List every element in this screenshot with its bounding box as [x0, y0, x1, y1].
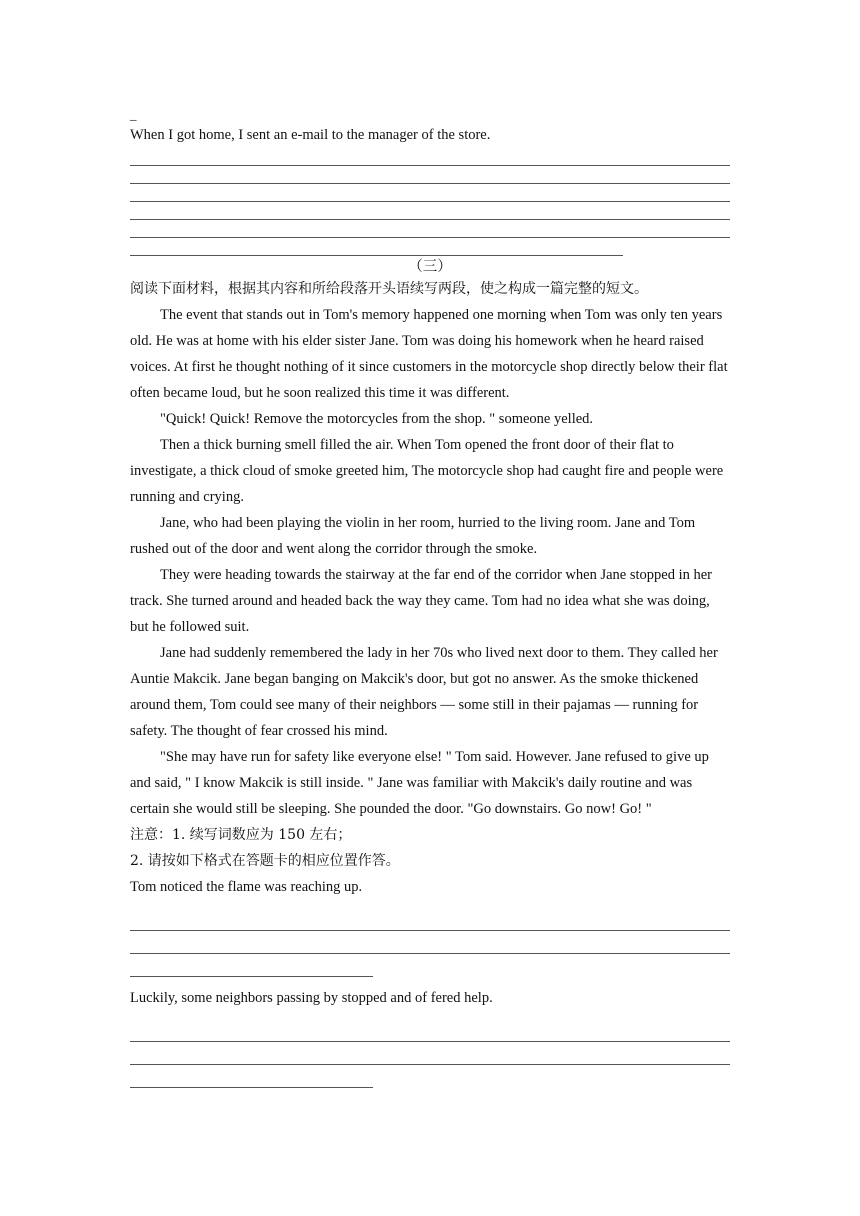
worksheet-page: [130, 108, 730, 1088]
answer-line: [130, 166, 730, 184]
instruction: 阅读下面材料，根据其内容和所给段落开头语续写两段，使之构成一篇完整的短文。: [130, 281, 648, 297]
answer-line: [130, 184, 730, 202]
paragraph: The event that stands out in Tom's memory happened one morning when Tom was only ten years old. He was at home with his elder sister Jane. Tom was doing his homework when he heard raised voices. At first he thought nothing of it since customers in the motorcycle shop directly below their flat often became loud, but he soon realized this time it was different.: [130, 307, 728, 401]
answer-lines-previous: [130, 148, 730, 256]
top-mark: _: [130, 107, 137, 122]
answer-line: [130, 1011, 730, 1042]
paragraph: "Quick! Quick! Remove the motorcycles from the shop. " someone yelled.: [160, 411, 594, 427]
answer-line: [130, 148, 730, 166]
note-1: 注意：1. 续写词数应为 150 左右；: [130, 827, 352, 843]
answer-line: [130, 238, 623, 256]
answer-line: [130, 202, 730, 220]
passage: [130, 302, 730, 822]
continuation-prompt-1: Tom noticed the flame was reaching up.: [130, 879, 363, 895]
answer-line: [130, 900, 730, 931]
continuation-prompt-2: Luckily, some neighbors passing by stopped and of fered help.: [130, 990, 493, 1006]
answer-line: [130, 220, 730, 238]
answer-lines-2: [130, 1011, 730, 1088]
paragraph: They were heading towards the stairway at the far end of the corridor when Jane stopped in her track. She turned around and headed back the way they came. Tom had no idea what she was doing, but he followed suit.: [130, 567, 713, 635]
answer-line: [130, 954, 373, 977]
answer-line: [130, 931, 730, 954]
paragraph: "She may have run for safety like everyone else! " Tom said. However. Jane refused to give up and said, " I know Makcik is still inside. " Jane was familiar with Makcik's daily routine and was certain she would still be sleeping. She pounded the door. "Go downstairs. Go now! Go! ": [130, 749, 709, 817]
paragraph: Then a thick burning smell filled the air. When Tom opened the front door of their flat to investigate, a thick cloud of smoke greeted him, The motorcycle shop had caught fire and people were running and crying.: [130, 437, 724, 505]
paragraph: Jane, who had been playing the violin in her room, hurried to the living room. Jane and Tom rushed out of the door and went along the corridor through the smoke.: [130, 515, 696, 557]
previous-prompt: When I got home, I sent an e-mail to the manager of the store.: [130, 127, 491, 143]
answer-line: [130, 1065, 373, 1088]
paragraph: Jane had suddenly remembered the lady in her 70s who lived next door to them. They called her Auntie Makcik. Jane began banging on Makcik's door, but got no answer. As the smoke thickened around them, Tom could see many of their neighbors — some still in their pajamas — running for safety. The thought of fear crossed his mind.: [130, 645, 718, 739]
answer-lines-1: [130, 900, 730, 977]
answer-line: [130, 1042, 730, 1065]
section-title: （三）: [408, 259, 452, 275]
note-2: 2. 请按如下格式在答题卡的相应位置作答。: [130, 853, 400, 869]
